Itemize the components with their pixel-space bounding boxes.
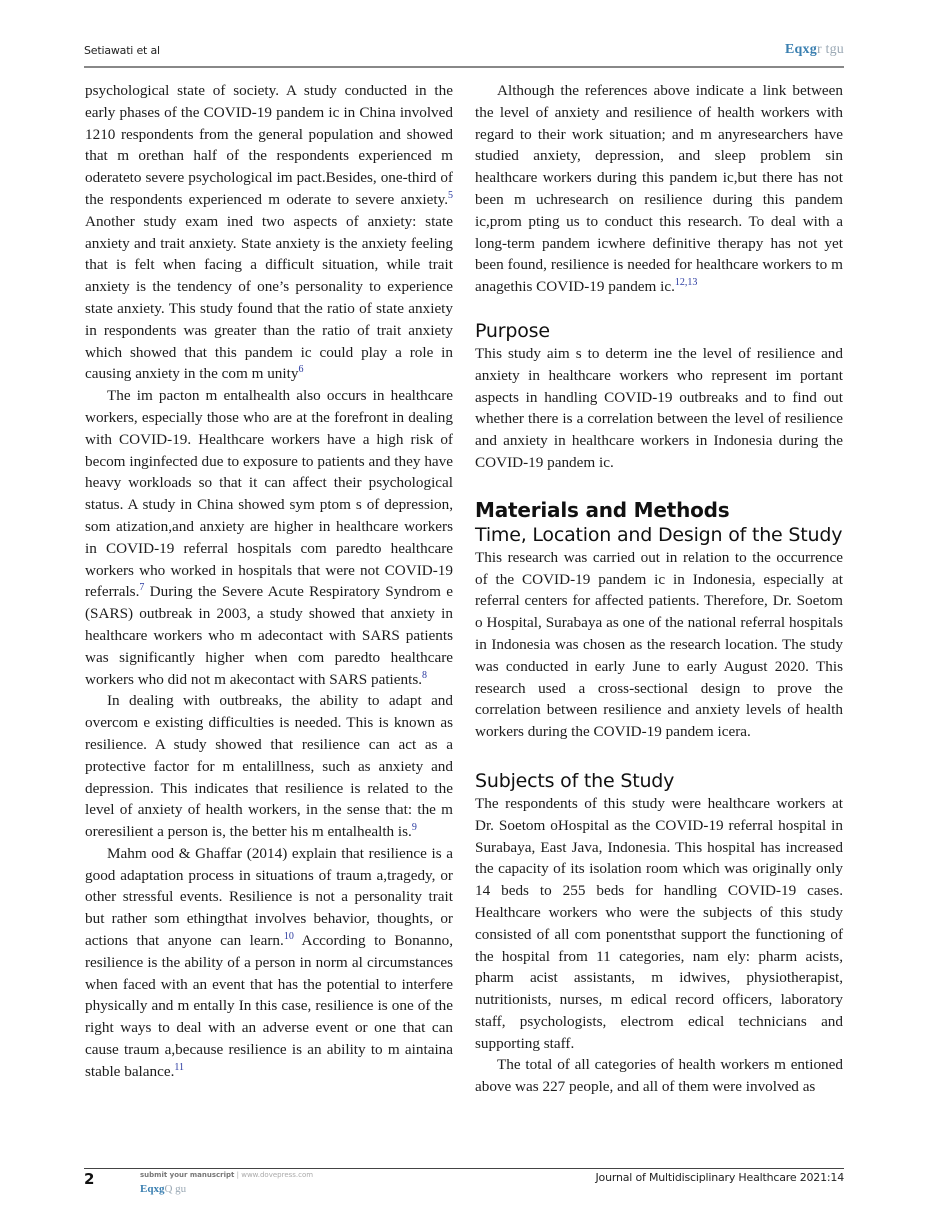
paragraph: This research was carried out in relation to the occurrence of the COVID-19 pandem ic in Indonesia, especially at referral centers for affected patients. Therefore, Dr. Soetom o Hospital, Surabaya as one of the national referral hospitals in Indonesia was chosen as the research location. The study was conducted in early June to early August 2020. This research used a cross-sectional design to prove the correlation between resilience and anxiety levels of health workers during the COVID-19 pandem icera. xyxy=(475,548,843,741)
paragraph: Although the references above indicate a link between the level of anxiety and resilience of health workers with regard to their work situation; and m anyresearchers have studied anxiety, depression, and sleep problem sin healthcare workers during this pandem ic,but there has not been m uchresearch on resilience during this pandem ic,prom pting us to conduct this research. To deal with a long-term pandem icwhere definitive therapy has not yet been found, resilience is needed for healthcare workers to m anagethis COVID-19 pandem ic.$^{12,13}$ xyxy=(475,82,843,296)
submit-manuscript-line: submit your manuscript | www.dovepress.com xyxy=(140,1171,314,1179)
paragraph: The total of all categories of health workers m entioned above was 227 people, and all of them were involved as xyxy=(475,1056,843,1096)
publisher-logo-primary: Eqxg xyxy=(785,42,817,57)
paragraph: The respondents of this study were healthcare workers at Dr. Soetom oHospital as the COVID-19 referral hospital in Surabaya, East Java, Indonesia. This hospital has increased the capacity of its isolation room which was originally only 14 beds to 255 beds for handling COVID-19 cases. Healthcare workers who were the subjects of this study consisted of all com ponentsthat support the functioning of the hospital from 11 categories, nam ely: pharm acists, pharm acist assistants, m idwives, physiotherapist, nutritionists, nurses, m edical record officers, laboratory staff, psychologists, electrom edical technicians and supporting staff. xyxy=(475,794,843,1052)
paragraph: This study aim s to determ ine the level of resilience and anxiety in healthcare workers who represent im portant aspects in handling COVID-19 outbreaks and to find out whether there is a correlation between the level of resilience and anxiety in healthcare workers in Indonesia during the COVID-19 pandem ic. xyxy=(475,344,843,471)
submit-manuscript-link[interactable]: submit your manuscript xyxy=(140,1171,235,1179)
paragraph: Mahm ood & Ghaffar (2014) explain that resilience is a good adaptation process in situations of traum a,tragedy, or other stressful events. Resilience is not a personality trait but rather som ethingthat involves behavior, thoughts, or actions that anyone can learn.$^{10}$ According to Bonanno, resilience is the ability of a person in norm al circumstances when faced with an event that has the potential to interfere physically and m entally In this case, resilience is one of the right ways to deal with an adverse event or one that can cause traum a,because resilience is an ability to m aintaina stable balance.$^{11}$ xyxy=(85,844,454,1080)
publisher-logo[interactable] xyxy=(785,42,844,58)
reference-link[interactable]: 5 xyxy=(448,189,453,201)
reference-link[interactable]: 12,13 xyxy=(674,277,698,289)
section-heading-purpose: Purpose xyxy=(475,319,550,342)
footer-publisher-logo[interactable]: EqxgQ gu xyxy=(140,1183,187,1195)
paragraph: The im pacton m entalhealth also occurs in healthcare workers, especially those who are at the forefront in dealing with COVID-19. Healthcare workers have a high risk of becom inginfected due to exposure to patients and they have heavy workloads so that it can affect their psychological status. A study in China showed sym ptom s of depression, som atization,and anxiety are higher in healthcare workers in COVID-19 referral hospitals com paredto healthcare workers who worked in hospitals that were not COVID-19 referrals.$^7$ During the Severe Acute Respiratory Syndrom e (SARS) outbreak in 2003, a study showed that anxiety in healthcare workers who m adecontact with SARS patients was significantly higher when com paredto healthcare workers who did not m akecontact with SARS patients.$^8$ xyxy=(85,387,453,688)
publisher-url-link[interactable]: www.dovepress.com xyxy=(241,1171,314,1179)
header-divider xyxy=(84,66,844,68)
reference-link[interactable]: 8 xyxy=(422,669,428,681)
subsection-heading-subjects: Subjects of the Study xyxy=(475,769,675,792)
reference-link[interactable]: 7 xyxy=(139,582,145,594)
right-column xyxy=(475,80,843,1098)
page-number: 2 xyxy=(84,1170,95,1188)
reference-link[interactable]: 11 xyxy=(174,1061,185,1073)
footer-divider xyxy=(84,1168,844,1169)
reference-link[interactable]: 9 xyxy=(411,822,417,834)
running-head: Setiawati et al xyxy=(84,44,160,57)
publisher-logo-secondary: r tgu xyxy=(816,42,844,57)
section-heading-materials-methods: Materials and Methods xyxy=(475,497,730,522)
reference-link[interactable]: 6 xyxy=(298,364,304,376)
reference-link[interactable]: 10 xyxy=(283,931,294,943)
paragraph: psychological state of society. A study conducted in the early phases of the COVID-19 pandem ic in China involved 1210 respondents from the general population and showed that m orethan half of the respondents experienced m oderateto severe psychological im pact.Besides, one-third of the respondents experienced m oderate to severe anxiety.$^5$ Another study exam ined two aspects of anxiety: state anxiety and trait anxiety. State anxiety is the anxiety feeling that is felt when facing a difficult situation, while trait anxiety is the tendency of one’s personality to experience state anxiety. This study found that the ratio of state anxiety in respondents was greater than the ratio of trait anxiety which showed that this pandem ic could play a role in causing anxiety in the com m unity$^6$ xyxy=(85,82,453,383)
left-column xyxy=(85,80,453,1083)
subsection-heading-time-location: Time, Location and Design of the Study xyxy=(475,523,843,546)
journal-citation: Journal of Multidisciplinary Healthcare 2021:14 xyxy=(595,1171,844,1184)
paragraph: In dealing with outbreaks, the ability to adapt and overcom e existing difficulties is needed. This is known as resilience. A study showed that resilience can act as a protective factor for m entalillness, such as anxiety and depression. This indicates that resilience is related to the level of anxiety of health workers, in the sense that: the m oreresilient a person is, the better his m entalhealth is.$^9$ xyxy=(85,692,453,841)
